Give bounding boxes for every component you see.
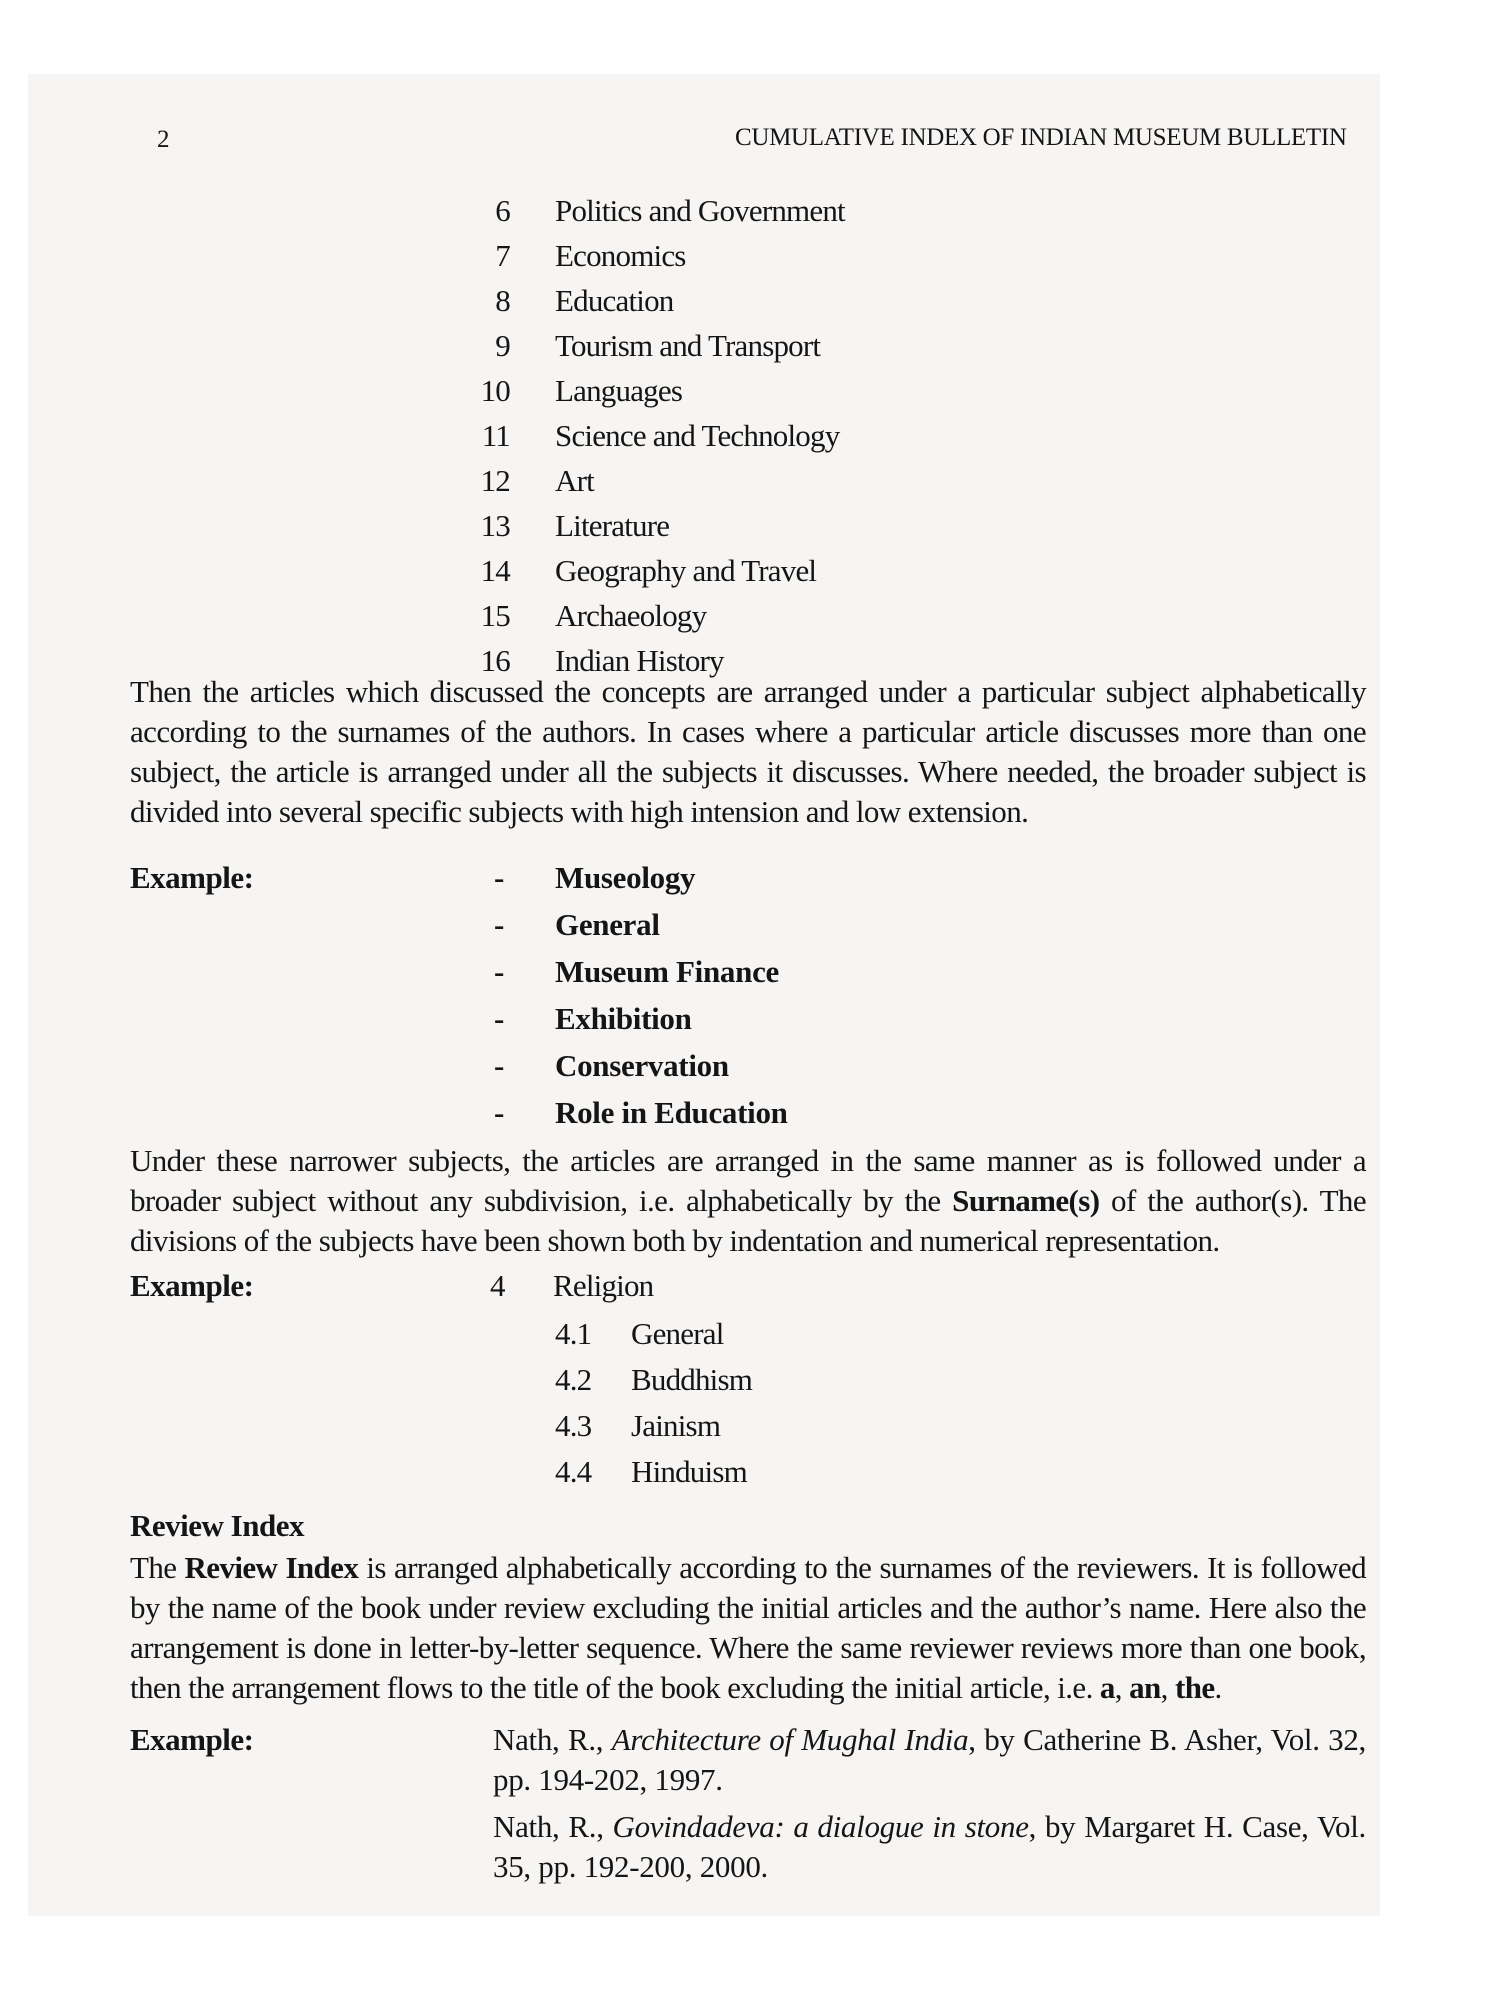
example-item: Museum Finance (555, 954, 779, 989)
example-item: Exhibition (555, 1001, 692, 1036)
example-label: Example: (130, 1268, 254, 1303)
book-title: Govindadeva: a dialogue in stone (612, 1809, 1029, 1844)
subdivision-number: 4.4 (555, 1454, 592, 1489)
subject-number: 14 (480, 553, 510, 588)
subdivision-number: 4.3 (555, 1408, 592, 1443)
subject-label: Tourism and Transport (555, 328, 821, 363)
paragraph-subdivisions: Under these narrower subjects, the articles are arranged in the same manner as is followed under a broader subject without any subdivision, i.e. alphabetically by the Surname(s) of the author(s). The divisions of the subjects have been shown both by indentation and numerical representation. (130, 1143, 1366, 1258)
subdivision-label: Jainism (631, 1408, 721, 1443)
dash-marker: - (494, 907, 505, 942)
subject-number: 16 (480, 643, 510, 678)
religion-number: 4 (490, 1268, 505, 1303)
subject-label: Archaeology (555, 598, 707, 633)
subject-label: Indian History (555, 643, 724, 678)
subject-number: 11 (481, 418, 510, 453)
review-entry: Nath, R., Architecture of Mughal India, by Catherine B. Asher, Vol. 32, pp. 194-202, 1997. (493, 1722, 1366, 1797)
subject-label: Geography and Travel (555, 553, 817, 588)
subdivision-number: 4.1 (555, 1316, 592, 1351)
dash-marker: - (494, 1048, 505, 1083)
page-number: 2 (157, 126, 170, 153)
subject-number: 6 (495, 193, 510, 228)
subdivision-label: Hinduism (631, 1454, 747, 1489)
subject-label: Economics (555, 238, 686, 273)
subject-label: Art (555, 463, 594, 498)
example-label: Example: (130, 860, 254, 895)
example-label: Example: (130, 1722, 254, 1757)
subject-label: Literature (555, 508, 670, 543)
running-title: CUMULATIVE INDEX OF INDIAN MUSEUM BULLETIN (735, 124, 1347, 151)
subject-number: 12 (480, 463, 510, 498)
subject-label: Politics and Government (555, 193, 845, 228)
subject-number: 7 (495, 238, 510, 273)
religion-label: Religion (553, 1268, 654, 1303)
dash-marker: - (494, 1095, 505, 1130)
subject-number: 13 (480, 508, 510, 543)
subdivision-number: 4.2 (555, 1362, 592, 1397)
paragraph-arrangement: Then the articles which discussed the concepts are arranged under a particular subject alphabetically according to the surnames of the authors. In cases where a particular article discusses more than one subject, the article is arranged under all the subjects it discusses. Where needed, the broader subject is divided into several specific subjects with high intension and low extension. (130, 674, 1366, 829)
subject-number: 8 (495, 283, 510, 318)
subject-label: Science and Technology (555, 418, 840, 453)
review-entry: Nath, R., Govindadeva: a dialogue in stone, by Margaret H. Case, Vol. 35, pp. 192-200, 2000. (493, 1809, 1366, 1884)
subject-label: Languages (555, 373, 683, 408)
subject-number: 10 (480, 373, 510, 408)
dash-marker: - (494, 1001, 505, 1036)
dash-marker: - (494, 860, 505, 895)
review-index-heading: Review Index (130, 1508, 304, 1543)
subdivision-label: Buddhism (631, 1362, 753, 1397)
paragraph-review-index: The Review Index is arranged alphabetically according to the surnames of the reviewers. It is followed by the name of the book under review excluding the initial articles and the author’s name. Here also the arrangement is done in letter-by-letter sequence. Where the same reviewer reviews more than one book, then the arrangement flows to the title of the book excluding the initial article, i.e. a, an, the. (130, 1550, 1366, 1705)
example-item: General (555, 907, 660, 942)
book-title: Architecture of Mughal India (611, 1722, 969, 1757)
subject-number: 9 (495, 328, 510, 363)
dash-marker: - (494, 954, 505, 989)
subject-label: Education (555, 283, 674, 318)
subject-number: 15 (480, 598, 510, 633)
example-item: Museology (555, 860, 696, 895)
example-item: Role in Education (555, 1095, 788, 1130)
subdivision-label: General (631, 1316, 724, 1351)
example-item: Conservation (555, 1048, 729, 1083)
